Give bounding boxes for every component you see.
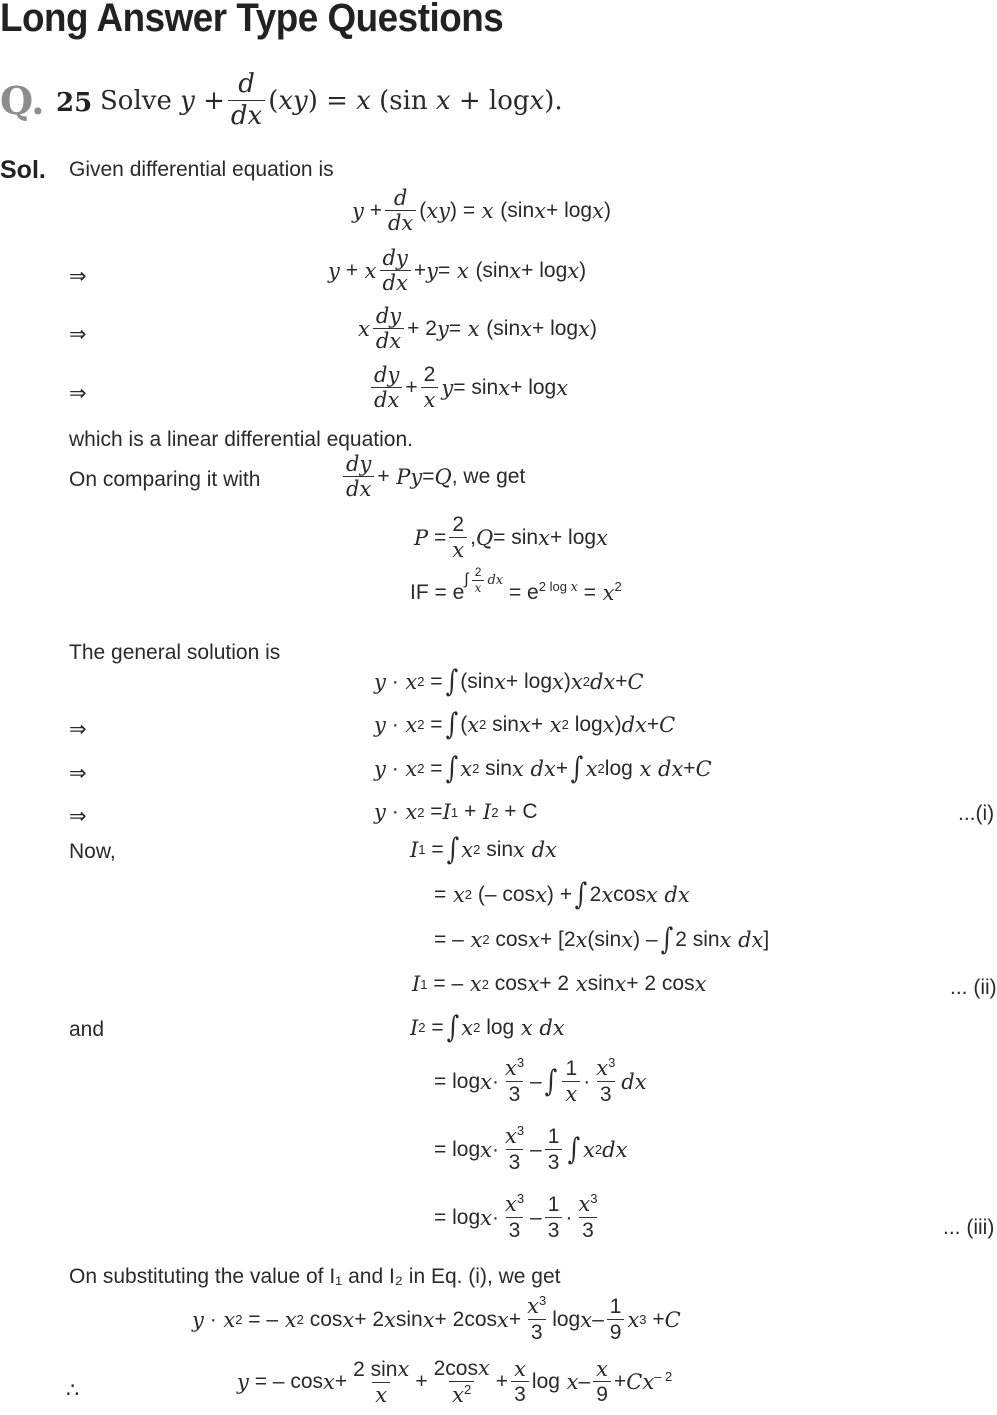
now-text: Now, [69, 840, 116, 863]
general-solution-3: y · x 2 = ∫ x 2 sin x dx + ∫ x 2 log x dx + C [374, 751, 712, 786]
implies-arrow: ⇒ [69, 265, 87, 288]
implies-arrow: ⇒ [69, 805, 87, 828]
equation-step-1: y + x $\frac{dy}{dx}$ + y = x (sin x + log x ) [328, 246, 587, 296]
implies-arrow: ⇒ [69, 718, 87, 741]
general-solution-1: y · x 2 = ∫ (sin x + log x ) x 2 dx + C [374, 664, 644, 699]
linear-note: which is a linear differential equation. [69, 428, 413, 451]
i2-step-2: = log x · $\frac{x^3}{3}$ – $\frac{1}{3}$ ∫ x 2 dx [434, 1123, 628, 1175]
final-solution: y = – cos x + $\frac{2 \sin x}{x}$ + $\frac{2\cos x}{x^2}$ + $\frac{x}{3}$ log x – $\frac{x}{9}$ + Cx $^{- 2}$ [237, 1356, 673, 1408]
section-heading: Long Answer Type Questions [0, 0, 504, 40]
therefore-symbol: ∴ [66, 1379, 80, 1402]
i1-result: I 1 = – x 2 cos x + 2 x sin x + 2 cos x [412, 972, 707, 996]
i1-step-2: = – x 2 cos x + [2 x (sin x ) – ∫ 2 sin x dx ] [434, 922, 770, 957]
question-text: Solve y + $\frac{d}{dx}$ ( xy ) = x (sin x + log x ). [100, 69, 563, 131]
equation-given: y + $\frac{d}{dx}$ ( xy ) = x (sin x + log x ) [352, 186, 611, 236]
equation-tag-ii: ... (ii) [950, 976, 997, 999]
equation-tag-i: ...(i) [958, 802, 995, 825]
solution-label: Sol. [0, 156, 46, 184]
standard-form: $\frac{dy}{dx}$ + Py = Q , we get [340, 452, 525, 502]
general-solution-text: The general solution is [69, 641, 281, 664]
i2-step-1: = log x · $\frac{x^3}{3}$ – ∫ $\frac{1}{x}$ · $\frac{x^3}{3}$ dx [434, 1055, 647, 1107]
i1-step-1: = x 2 (– cos x ) + ∫ 2 x cos x dx [434, 877, 690, 912]
question-number: 25 [56, 88, 93, 118]
intro-text: Given differential equation is [69, 158, 334, 181]
i2-definition: I 2 = ∫ x 2 log x dx [410, 1010, 565, 1045]
comparing-text: On comparing it with [69, 468, 261, 491]
general-solution-2: y · x 2 = ∫ ( x 2 sin x + x 2 log x ) dx + C [374, 707, 676, 742]
integrating-factor: IF = e $^{\int \frac{2}{x} dx}$ = e $^{2 log x}$ = x $^2$ [410, 565, 622, 605]
implies-arrow: ⇒ [69, 762, 87, 785]
i2-result: = log x · $\frac{x^3}{3}$ – $\frac{1}{3}$ · $\frac{x^3}{3}$ [434, 1191, 598, 1243]
question-mark: Q. [0, 78, 45, 123]
final-combined: y · x 2 = – x 2 cos x + 2 x sin x + 2cos x + $\frac{x^3}{3}$ log x – $\frac{1}{9}$ x 3 + C [192, 1293, 681, 1345]
substituting-text: On substituting the value of I₁ and I₂ in Eq. (i), we get [69, 1265, 561, 1288]
equation-tag-iii: ... (iii) [943, 1216, 995, 1239]
i1-definition: I 1 = ∫ x 2 sin x dx [410, 832, 557, 867]
general-solution-4: y · x 2 = I 1 + I 2 + C [374, 800, 538, 824]
implies-arrow: ⇒ [69, 382, 87, 405]
equation-step-3: $\frac{dy}{dx}$ + $\frac{2}{x}$ y = sin x + log x [368, 363, 568, 413]
equation-step-2: x $\frac{dy}{dx}$ + 2 y = x (sin x + log x ) [358, 304, 597, 354]
and-text: and [69, 1018, 105, 1041]
p-q-values: P = $\frac{2}{x}$ , Q = sin x + log x [414, 513, 608, 563]
implies-arrow: ⇒ [69, 323, 87, 346]
